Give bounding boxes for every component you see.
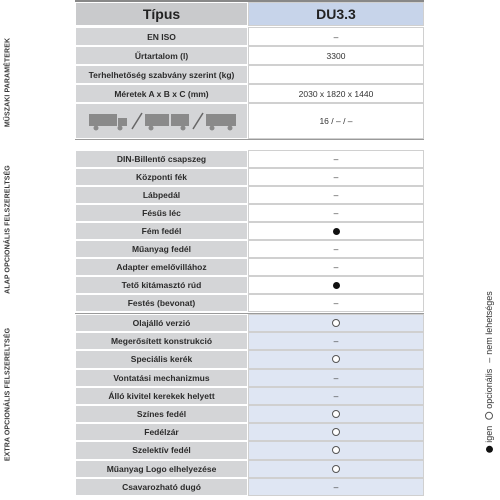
row-value: – <box>248 294 424 312</box>
row-label: Fedélzár <box>75 423 248 441</box>
section-label-extra: EXTRA OPCIONÁLIS FELSZERELTSÉG <box>4 327 12 462</box>
row-value: – <box>248 150 424 168</box>
open-circle-icon <box>485 412 493 420</box>
row-value <box>248 314 424 332</box>
filled-dot-icon <box>333 282 340 289</box>
model-header: DU3.3 <box>248 2 424 26</box>
row-label: Fésűs léc <box>75 204 248 222</box>
row-label: Űrtartalom (l) <box>75 46 248 65</box>
row-value <box>248 350 424 368</box>
row-label: Méretek A x B x C (mm) <box>75 84 248 103</box>
legend-none <box>484 291 494 363</box>
row-value: – <box>248 27 424 46</box>
vehicle-config-icon <box>87 111 237 131</box>
open-circle-icon <box>332 465 340 473</box>
table-row <box>75 405 424 423</box>
row-label: Vontatási mechanizmus <box>75 369 248 387</box>
row-value <box>248 65 424 84</box>
row-value: – <box>248 332 424 350</box>
row-label: Megerősített konstrukció <box>75 332 248 350</box>
legend-yes-label: igen <box>484 425 494 443</box>
row-value: – <box>248 204 424 222</box>
table-row <box>75 332 424 350</box>
row-value: – <box>248 369 424 387</box>
table-row <box>75 387 424 405</box>
table-row <box>75 441 424 459</box>
table-row <box>75 294 424 312</box>
table-row <box>75 240 424 258</box>
row-label: Színes fedél <box>75 405 248 423</box>
legend-optional <box>484 369 494 420</box>
row-value <box>248 441 424 459</box>
table-row <box>75 478 424 496</box>
table-row <box>75 168 424 186</box>
table-row <box>75 460 424 478</box>
type-header: Típus <box>75 2 248 26</box>
row-value: 16 / – / – <box>248 103 424 139</box>
row-value: – <box>248 478 424 496</box>
row-value <box>248 423 424 441</box>
table-row <box>75 276 424 294</box>
row-value: 2030 x 1820 x 1440 <box>248 84 424 103</box>
table-row <box>75 258 424 276</box>
row-value <box>248 405 424 423</box>
row-value <box>248 460 424 478</box>
open-circle-icon <box>332 446 340 454</box>
table-row <box>75 314 424 332</box>
row-label: Adapter emelővillához <box>75 258 248 276</box>
open-circle-icon <box>332 319 340 327</box>
row-value: – <box>248 240 424 258</box>
row-label: EN ISO <box>75 27 248 46</box>
row-label: Műanyag fedél <box>75 240 248 258</box>
header-row <box>75 2 424 26</box>
legend-none-label: nem lehetséges <box>484 291 494 355</box>
section-label-standard: ALAP OPCIONÁLIS FELSZERELTSÉG <box>4 165 12 294</box>
table-row <box>75 204 424 222</box>
row-label: Tető kitámasztó rúd <box>75 276 248 294</box>
row-value: – <box>248 186 424 204</box>
table-row <box>75 103 424 139</box>
row-value <box>248 276 424 294</box>
table-row <box>75 186 424 204</box>
open-circle-icon <box>332 355 340 363</box>
row-value: 3300 <box>248 46 424 65</box>
row-label: Központi fék <box>75 168 248 186</box>
table-row <box>75 350 424 368</box>
row-label: Lábpedál <box>75 186 248 204</box>
row-label: Csavarozható dugó <box>75 478 248 496</box>
table-row <box>75 27 424 46</box>
row-label-icon-cell <box>75 103 248 139</box>
legend <box>482 255 496 490</box>
row-value <box>248 222 424 240</box>
row-label: Álló kivitel kerekek helyett <box>75 387 248 405</box>
row-label: Olajálló verzió <box>75 314 248 332</box>
filled-dot-icon <box>486 446 493 453</box>
open-circle-icon <box>332 428 340 436</box>
open-circle-icon <box>332 410 340 418</box>
table-row <box>75 150 424 168</box>
row-value: – <box>248 168 424 186</box>
row-label: Műanyag Logo elhelyezése <box>75 460 248 478</box>
table-row <box>75 65 424 84</box>
table-row <box>75 46 424 65</box>
table-row <box>75 84 424 103</box>
legend-yes <box>484 426 494 453</box>
table-row <box>75 222 424 240</box>
dash-icon: – <box>484 357 494 363</box>
legend-optional-label: opcionális <box>484 368 494 409</box>
row-label: Festés (bevonat) <box>75 294 248 312</box>
section-label-technical: MŰSZAKI PARAMÉTEREK <box>4 37 12 128</box>
table-row <box>75 369 424 387</box>
table-row <box>75 423 424 441</box>
row-label: DIN-Billentő csapszeg <box>75 150 248 168</box>
section-divider <box>75 139 424 140</box>
row-label: Speciális kerék <box>75 350 248 368</box>
row-value: – <box>248 387 424 405</box>
filled-dot-icon <box>333 228 340 235</box>
row-label: Fém fedél <box>75 222 248 240</box>
row-label: Szelektív fedél <box>75 441 248 459</box>
row-value: – <box>248 258 424 276</box>
row-label: Terhelhetőség szabvány szerint (kg) <box>75 65 248 84</box>
